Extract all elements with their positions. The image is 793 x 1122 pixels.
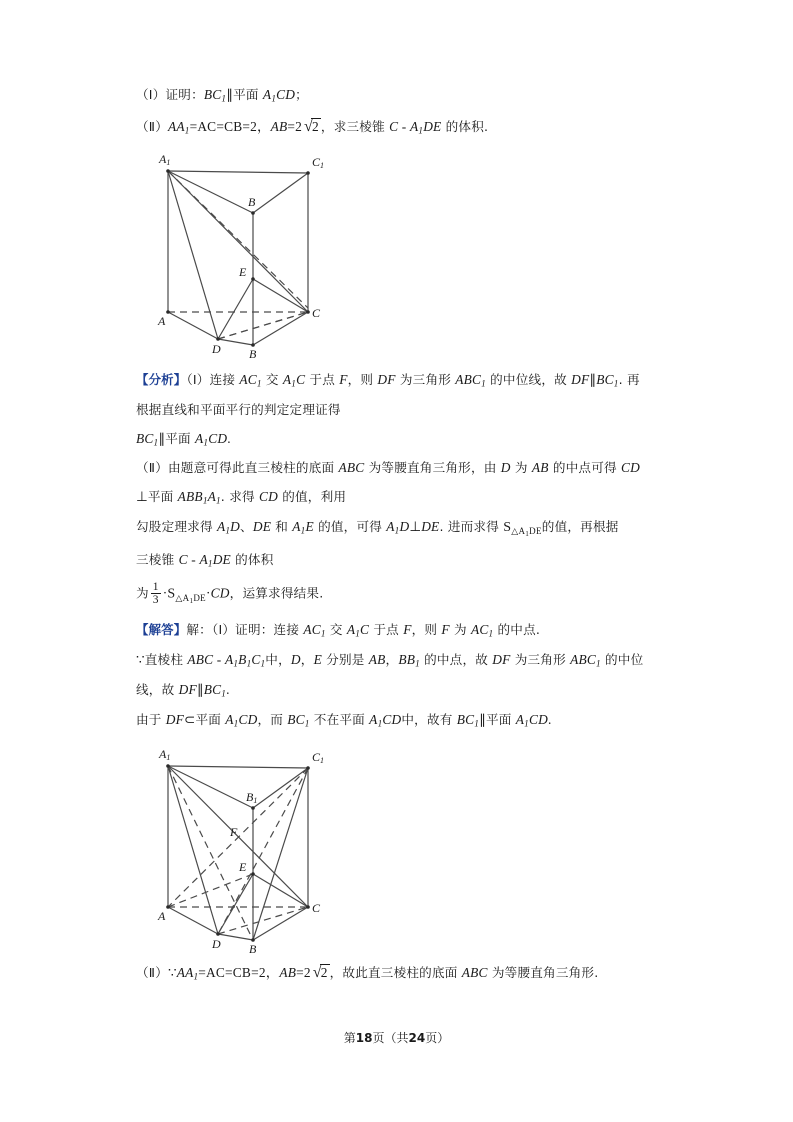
- a-l3-bc1-sub: 1: [153, 437, 159, 448]
- a-df: DF: [377, 372, 396, 388]
- a-l7-dash: -: [187, 551, 200, 567]
- a-l2-text: 根据直线和平面平行的判定定理证得: [136, 402, 341, 418]
- a-l8-b: ，运算求得结果.: [229, 585, 324, 601]
- expr-bc1-sub: 1: [221, 93, 227, 104]
- expr-equalities: =AC=CB=2，: [189, 118, 271, 134]
- s-l2-d2: 的中点，故: [419, 652, 493, 668]
- s-l3-par: ∥: [196, 681, 204, 697]
- expr-aa1: AA: [168, 118, 185, 134]
- a-l8-s-subscript: [175, 593, 206, 606]
- a-a1c-sub: 1: [291, 378, 297, 389]
- edge-ad: [168, 312, 218, 339]
- a-l7-a1: A: [199, 551, 208, 567]
- a-l5-abb-sub1: 1: [202, 495, 208, 506]
- s-l4-subset: ⊂: [184, 711, 196, 727]
- s-l4-plane: 平面: [195, 711, 226, 727]
- part2-tail: 求三棱锥: [333, 118, 390, 134]
- document-content: [136, 88, 680, 996]
- s-l5-eq: =AC=CB=2，: [198, 965, 280, 981]
- analysis-tag: 【分析】: [136, 372, 187, 388]
- s-l2-a: 直棱柱: [144, 652, 188, 668]
- a-a1c-rest: C: [296, 372, 306, 388]
- a-bc1-sub: 1: [613, 378, 619, 389]
- a-l8-dot1: ·: [162, 585, 168, 601]
- s-l4-a: 由于: [136, 711, 166, 727]
- a-l4-c: 为: [510, 460, 532, 476]
- s-l5-aa1: AA: [176, 965, 194, 981]
- s-ab: AB: [368, 652, 386, 668]
- a-l6-s-sub-de: DE: [529, 525, 542, 536]
- s-l4-a1-2: A: [369, 711, 378, 727]
- label-a: A: [158, 314, 166, 329]
- s-l1-a: 解：（Ⅰ）证明：连接: [186, 622, 304, 638]
- f2-label-a: A: [158, 909, 166, 924]
- a-l6-a1e-sub: 1: [300, 525, 306, 536]
- label-c: C: [312, 306, 321, 321]
- a-l6-a1d-rest: D: [230, 518, 241, 534]
- a-l6-de2: DE: [421, 518, 440, 534]
- s-l5-abc: ABC: [461, 965, 488, 981]
- analysis-line-7: [136, 553, 680, 569]
- s-l3-b: .: [226, 681, 230, 697]
- s-f2: F: [441, 622, 450, 638]
- f2-vertex-e-dot: [251, 872, 255, 876]
- f2-vertex-d-dot: [216, 932, 220, 936]
- expr-bc1: BC: [203, 87, 222, 102]
- s-l1-c: 于点: [369, 622, 404, 638]
- a-l4-ab: AB: [531, 460, 549, 476]
- a-l8-s-sub-tri: △A: [175, 593, 190, 604]
- a-l5-cd: CD: [259, 488, 279, 504]
- a-l6-a1d2-sub: 1: [394, 525, 400, 536]
- s-l4-a1-sub: 1: [233, 718, 239, 729]
- s-l4-a1-3-sub: 1: [524, 718, 529, 729]
- s-l1-d: ，则: [411, 622, 442, 638]
- plane-word: 平面: [233, 87, 263, 102]
- analysis-line-5: [136, 490, 680, 506]
- s-l4-bc1-2-sub: 1: [474, 718, 480, 729]
- s-l5-radicand: 2: [320, 965, 328, 981]
- s-ac1: AC: [303, 622, 321, 638]
- a-l3-cd: CD: [208, 430, 228, 446]
- a-ac1-sub: 1: [256, 378, 262, 389]
- a-df2: DF: [571, 372, 590, 388]
- a-l4-abc: ABC: [338, 460, 365, 476]
- s-l4-e: .: [547, 711, 552, 727]
- f2-vertex-b1-dot: [251, 806, 255, 810]
- vertex-c-dot: [306, 311, 310, 315]
- page-footer: [0, 1029, 793, 1046]
- a-l6-c: 和: [271, 518, 293, 534]
- a-l6-a1d2-rest: D: [399, 518, 410, 534]
- a-l5-a: . 求得: [220, 488, 259, 504]
- part2-comma: ，: [320, 118, 334, 134]
- a-l4-d: D: [500, 460, 511, 476]
- s-ac1-sub: 1: [320, 629, 326, 640]
- a-l4-b: 为等腰直角三角形，由: [364, 460, 501, 476]
- a-l6-a: 勾股定理求得: [136, 518, 217, 534]
- edge-a1b1: [168, 171, 253, 213]
- a-l6-perp: ⊥: [409, 518, 422, 534]
- a-l4-cd: CD: [621, 460, 641, 476]
- f2-edge-db: [218, 934, 253, 940]
- a-l3-plane: 平面: [165, 430, 196, 446]
- s-l5-comma: ，: [329, 965, 343, 981]
- s-a1c-rest: C: [360, 622, 370, 638]
- s-l5-ab-eq: =2: [296, 965, 311, 981]
- s-l5-sqrt: [311, 964, 330, 982]
- a-ac1: AC: [239, 372, 257, 388]
- f2-edge-ad: [168, 907, 218, 934]
- analysis-line-8: [136, 582, 680, 607]
- s-l4-bc1-sub: 1: [304, 718, 310, 729]
- label-c1: C1: [312, 155, 325, 171]
- s-b1-sub: 1: [246, 658, 252, 669]
- a-l7-c: C: [178, 551, 188, 567]
- a-l8-s-symbol: S: [167, 586, 176, 602]
- f2-label-c: C: [312, 901, 321, 916]
- s-c1-sub: 1: [260, 658, 266, 669]
- f2-vertex-c1-dot: [306, 766, 310, 770]
- s-b1: B: [238, 652, 247, 668]
- a-l1-e: 为三角形: [395, 372, 456, 388]
- a-l6-s-sub-1: 1: [525, 529, 530, 538]
- s-l1-e: 为: [449, 622, 471, 638]
- edge-a1c1: [168, 171, 308, 173]
- part1-prefix: 证明：: [165, 87, 204, 102]
- a-f: F: [339, 372, 348, 388]
- a-l6-s-symbol: S: [503, 519, 512, 535]
- solution-line-5: [136, 964, 680, 982]
- a-l1-d: ，则: [347, 372, 378, 388]
- part2-end: 的体积.: [441, 118, 489, 134]
- s-l2-e2: 为三角形: [510, 652, 571, 668]
- a-l6-f: 的值，再根据: [541, 518, 619, 534]
- a-l8-s-sub-de: DE: [193, 593, 206, 604]
- expr-a1cd-a: A: [262, 87, 272, 102]
- f2-label-c1: C1: [312, 750, 325, 766]
- f2-edge-ed: [218, 874, 253, 934]
- label-e: E: [239, 265, 247, 280]
- a-l6-a1e: A: [292, 518, 301, 534]
- a-l5-plane: 平面: [147, 488, 178, 504]
- f2-vertex-dots: [166, 764, 310, 942]
- footer-page-number: 18: [355, 1031, 373, 1045]
- a-l5-perp: ⊥: [136, 488, 148, 504]
- a-l3-bc1: BC: [136, 430, 154, 446]
- a-a1c: A: [282, 372, 292, 388]
- s-abc1-sub: 1: [596, 658, 601, 669]
- f2-vertex-a-dot: [166, 905, 170, 909]
- a-par: ∥: [589, 372, 597, 388]
- f2-label-f: F: [230, 825, 238, 840]
- solution-line-2: [136, 653, 680, 669]
- parallel-symbol: ∥: [226, 87, 234, 102]
- figure-1-wrapper: [150, 149, 680, 359]
- s-l3-bc1: BC: [203, 681, 222, 697]
- s-l4-cd-3: CD: [528, 711, 548, 727]
- s-l3-df: DF: [178, 681, 197, 697]
- a-l8-s-sub-1: 1: [189, 597, 194, 606]
- s-because: ∵: [136, 652, 145, 668]
- s-l5-tail2: 为等腰直角三角形.: [487, 965, 599, 981]
- expr-a1cd-sub: 1: [271, 93, 277, 104]
- a-l8-wei: 为: [136, 585, 149, 601]
- s-l4-cd-2: CD: [382, 711, 402, 727]
- solution-line-1: [136, 623, 680, 639]
- f2-edge-a1b1: [168, 766, 253, 808]
- prism-figure-2: [150, 744, 350, 954]
- part2-label: （Ⅱ）: [136, 118, 168, 134]
- f2-vertex-a1-dot: [166, 764, 170, 768]
- a-l4-a: （Ⅱ）由题意可得此直三棱柱的底面: [136, 460, 339, 476]
- vertex-c1-dot: [306, 172, 310, 176]
- sqrt-expression: [302, 118, 321, 136]
- a-l1-a: （Ⅰ）连接: [186, 372, 240, 388]
- expr-a1de-sub: 1: [418, 125, 424, 136]
- s-l4-plane2: 平面: [485, 711, 516, 727]
- f2-label-a1: A1: [159, 747, 171, 763]
- s-d: D: [290, 652, 301, 668]
- a-abc1: ABC: [455, 372, 482, 388]
- a-l3-par: ∥: [158, 430, 166, 446]
- s-l1-b: 交: [325, 622, 347, 638]
- a-l6-a1d-sub: 1: [225, 525, 231, 536]
- label-b: B: [249, 347, 257, 360]
- s-l4-par: ∥: [479, 711, 486, 727]
- prism-figure-1: [150, 149, 350, 359]
- a-l1-f2: 的中位线，故: [485, 372, 572, 388]
- radicand: 2: [312, 118, 319, 134]
- solution-line-3: [136, 683, 680, 699]
- label-a1: A1: [159, 152, 171, 168]
- s-df: DF: [492, 652, 511, 668]
- s-l4-a1: A: [225, 711, 234, 727]
- edge-db: [218, 339, 253, 345]
- s-bb1-sub: 1: [415, 658, 420, 669]
- s-comma2: ，: [385, 652, 399, 668]
- a-l4-d2: 的中点可得: [548, 460, 621, 476]
- f2-label-b1: B1: [246, 790, 258, 806]
- s-a1: A: [224, 652, 234, 668]
- a-l7-a: 三棱锥: [136, 551, 179, 567]
- problem-part-2: [136, 118, 680, 136]
- a-l3-end: .: [227, 430, 231, 446]
- a-l7-b: 的体积: [230, 551, 274, 567]
- analysis-line-4: [136, 461, 680, 476]
- s-f: F: [403, 622, 412, 638]
- analysis-line-1: [136, 373, 680, 389]
- footer-total-pages: 24: [408, 1031, 426, 1045]
- solution-line-4: [136, 713, 680, 729]
- s-e: E: [313, 652, 322, 668]
- edge-bc: [253, 312, 308, 345]
- s-l4-c: 不在平面: [309, 711, 370, 727]
- s-l5-tail: 故此直三棱柱的底面: [342, 965, 462, 981]
- a-l1-b: 交: [261, 372, 283, 388]
- edge-ed: [218, 279, 253, 339]
- expr-aa1-sub: 1: [184, 125, 190, 136]
- analysis-line-2: [136, 403, 680, 418]
- a-l1-c: 于点: [305, 372, 340, 388]
- s-l5-ab: AB: [279, 965, 297, 981]
- a-l5-abb-sub2: 1: [216, 495, 221, 506]
- a-l6-a1e-rest: E: [305, 518, 314, 534]
- s-ac12-sub: 1: [488, 629, 494, 640]
- s-c1: C: [251, 652, 261, 668]
- s-l4-d: 中，故有: [401, 711, 457, 727]
- analysis-line-3: [136, 432, 680, 448]
- a-l5-abb: ABB: [177, 488, 203, 504]
- fraction-numerator: 1: [152, 581, 159, 594]
- expr-ab: AB: [270, 118, 288, 134]
- s-l3-a: 线，故: [136, 681, 179, 697]
- a-l6-b: 、: [240, 518, 253, 534]
- problem-part-1: [136, 88, 680, 104]
- vertex-d-dot: [216, 338, 220, 342]
- s-l1-g: 的中点.: [493, 622, 541, 638]
- vertex-dots: [166, 170, 310, 348]
- s-abc1: ABC: [570, 652, 596, 668]
- a-l6-a1d: A: [216, 518, 226, 534]
- a-l6-e: . 进而求得: [439, 518, 504, 534]
- s-l5-label: （Ⅱ）: [136, 965, 168, 981]
- expr-ab-equals: =: [287, 118, 296, 134]
- part1-label: （Ⅰ）: [136, 87, 166, 102]
- a-bc1: BC: [596, 372, 614, 388]
- a-l8-cd: CD: [210, 585, 230, 601]
- a-abc1-sub: 1: [481, 378, 486, 389]
- s-a1c-sub: 1: [355, 629, 361, 640]
- f2-edge-b1c1: [253, 768, 308, 808]
- a-l6-a1d2: A: [386, 518, 395, 534]
- s-l2-f: 的中位: [600, 652, 644, 668]
- analysis-line-6: [136, 520, 680, 539]
- f2-label-b: B: [249, 942, 257, 955]
- s-l4-bc1: BC: [287, 711, 305, 727]
- edge-b1c1: [253, 173, 308, 213]
- s-l2-c: 分别是: [321, 652, 369, 668]
- s-l4-bc1-2: BC: [456, 711, 475, 727]
- s-a1-sub: 1: [233, 658, 239, 669]
- f2-edge-bc: [253, 907, 308, 940]
- s-a1c: A: [346, 622, 356, 638]
- vertex-a1-dot: [166, 170, 170, 174]
- figure-2-wrapper: [150, 744, 680, 954]
- s-comma1: ，: [300, 652, 314, 668]
- a-l7-a1-sub: 1: [207, 558, 213, 569]
- solution-tag: 【解答】: [136, 622, 187, 638]
- s-abc: ABC: [187, 652, 214, 668]
- vertex-b1-dot: [251, 212, 255, 216]
- a-l6-d: 的值，可得: [313, 518, 387, 534]
- part1-end: ；: [295, 87, 308, 102]
- a-l6-s-subscript: [511, 526, 542, 536]
- s-l5-radical-sign: √: [312, 964, 322, 982]
- a-l6-s-sub-tri: △A: [511, 525, 526, 536]
- expr-a1cd-rest: CD: [276, 87, 296, 102]
- s-l4-df: DF: [165, 711, 185, 727]
- s-l4-a1-3: A: [515, 711, 525, 727]
- f2-label-d: D: [212, 937, 221, 952]
- s-l4-cd: CD: [238, 711, 258, 727]
- s-l5-aa1-sub: 1: [193, 971, 199, 982]
- radical-sign: √: [304, 117, 313, 135]
- label-b1: B: [248, 195, 256, 210]
- a-l3-a1: A: [195, 430, 204, 446]
- s-l4-b: ，而: [257, 711, 288, 727]
- s-bb1: BB: [398, 652, 416, 668]
- a-l5-b: 的值，利用: [278, 488, 347, 504]
- f2-edge-a1c1: [168, 766, 308, 768]
- s-l5-because: ∵: [168, 965, 177, 981]
- a-l7-de: DE: [212, 551, 231, 567]
- fraction-one-third: [151, 581, 161, 606]
- a-l1-g: . 再: [618, 372, 640, 388]
- a-l6-de: DE: [252, 518, 272, 534]
- a-l8-dot2: ·: [205, 585, 211, 601]
- f2-edge-ea: [168, 874, 253, 907]
- s-l3-bc1-sub: 1: [221, 688, 227, 699]
- s-l2-b: 中，: [265, 652, 291, 668]
- s-ac12: AC: [470, 622, 489, 638]
- a-l3-a1-sub: 1: [203, 437, 209, 448]
- expr-a1de-a: A: [410, 118, 419, 134]
- expr-c: C: [389, 118, 399, 134]
- footer-prefix: 第: [343, 1031, 356, 1045]
- fraction-denominator: 3: [152, 594, 159, 607]
- f2-vertex-c-dot: [306, 905, 310, 909]
- dash: -: [398, 118, 410, 134]
- footer-suffix: 页）: [425, 1031, 450, 1045]
- expr-a1de-de: DE: [423, 118, 442, 134]
- s-dash: -: [213, 652, 225, 668]
- label-d: D: [212, 342, 221, 357]
- a-l5-abb-rest: A: [207, 488, 216, 504]
- f2-label-e: E: [239, 860, 247, 875]
- vertex-a-dot: [166, 311, 170, 315]
- vertex-e-dot: [251, 278, 255, 282]
- s-l4-a1-2-sub: 1: [377, 718, 383, 729]
- footer-middle: 页（共: [372, 1031, 409, 1045]
- sqrt-coefficient: 2: [295, 118, 303, 134]
